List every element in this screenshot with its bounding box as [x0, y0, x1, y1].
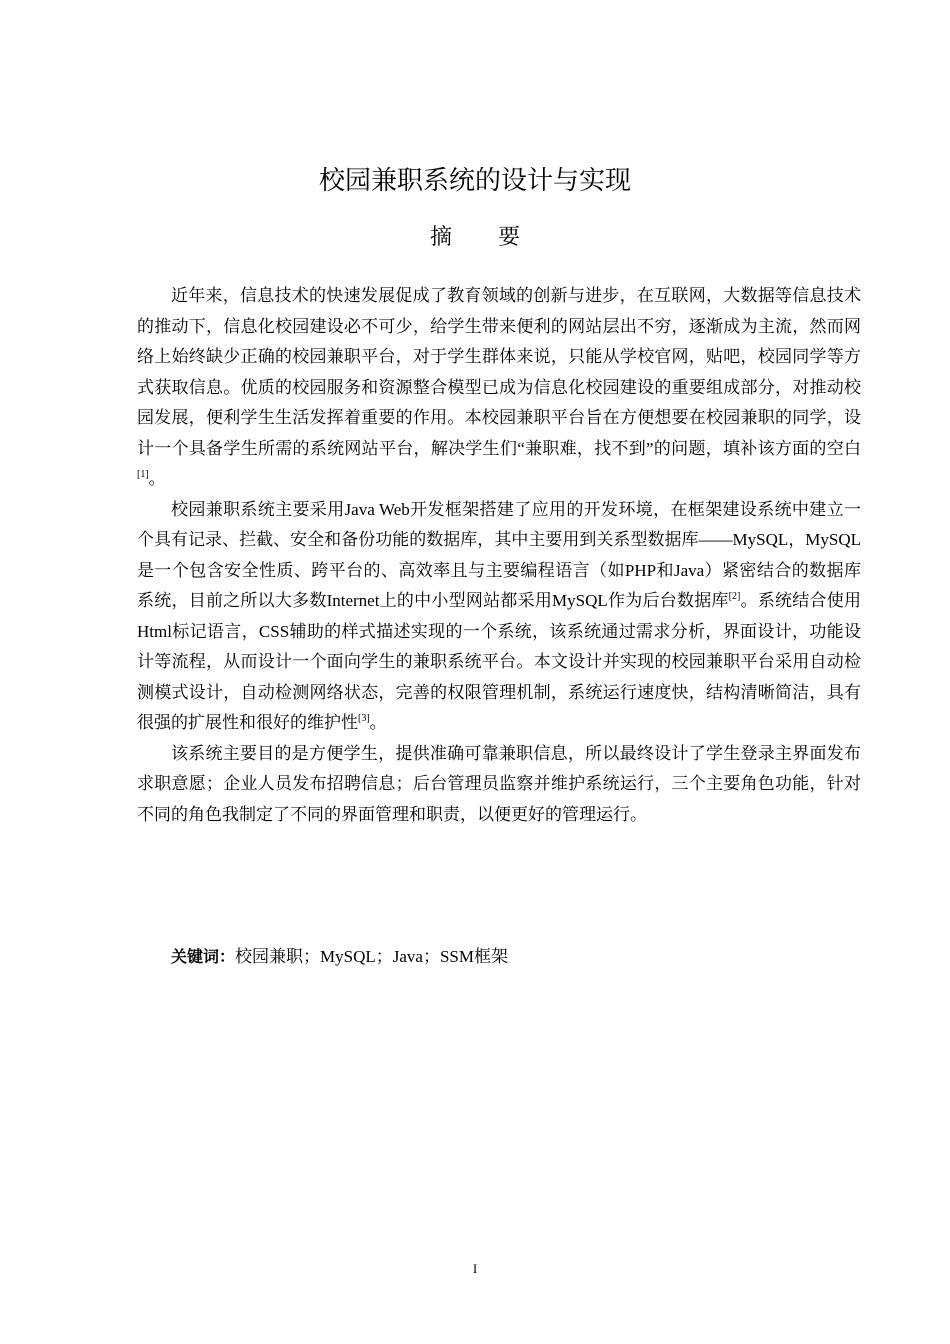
keywords-label: 关键词：: [171, 947, 236, 966]
citation-ref: [1]: [137, 469, 149, 480]
abstract-paragraph-3: [137, 739, 861, 831]
abstract-heading-char-1: 摘: [429, 225, 452, 250]
paragraph-text: 校园兼职系统主要采用Java Web开发框架搭建了应用的开发环境，在框架建设系统中建立一个具有记录、拦截、安全和备份功能的数据库，其中主要用到关系型数据库——MySQL，MySQL是一个包含安全性质、跨平台的、高效率且与主要编程语言（如PHP和Java）紧密结合的数据库系统，目前之所以大多数Internet上的中小型网站都采用MySQL作为后台数据库: [137, 499, 861, 610]
paragraph-text: 该系统主要目的是方便学生，提供准确可靠兼职信息，所以最终设计了学生登录主界面发布求职意愿；企业人员发布招聘信息；后台管理员监察并维护系统运行，三个主要角色功能，针对不同的角色我制定了不同的界面管理和职责，以便更好的管理运行。: [137, 743, 861, 824]
abstract-paragraph-1: [137, 281, 861, 495]
paragraph-text: 。系统结合使用Html标记语言，CSS辅助的样式描述实现的一个系统，该系统通过需求分析，界面设计，功能设计等流程，从而设计一个面向学生的兼职系统平台。本文设计并实现的校园兼职平台采用自动检测模式设计，自动检测网络状态，完善的权限管理机制，系统运行速度快，结构清晰简洁，具有很强的扩展性和很好的维护性: [137, 591, 861, 732]
abstract-heading-char-2: 要: [498, 225, 521, 250]
abstract-body: [137, 281, 861, 830]
document-title: 校园兼职系统的设计与实现: [318, 166, 631, 196]
abstract-paragraph-2: [137, 495, 861, 739]
citation-ref: [3]: [358, 713, 370, 724]
keywords-value: 校园兼职；MySQL；Java；SSM框架: [235, 947, 508, 966]
paragraph-tail: 。: [148, 469, 166, 488]
citation-ref: [2]: [728, 591, 741, 602]
paragraph-tail: 。: [369, 713, 387, 732]
abstract-heading: [0, 222, 950, 254]
keywords-line: [137, 942, 861, 972]
page-number: I: [472, 1261, 478, 1276]
paragraph-text: 近年来，信息技术的快速发展促成了教育领域的创新与进步，在互联网，大数据等信息技术的推动下，信息化校园建设必不可少，给学生带来便利的网站层出不穷，逐渐成为主流，然而网络上始终缺少正确的校园兼职平台，对于学生群体来说，只能从学校官网，贴吧，校园同学等方式获取信息。优质的校园服务和资源整合模型已成为信息化校园建设的重要组成部分，对推动校园发展，便利学生生活发挥着重要的作用。本校园兼职平台旨在方便想要在校园兼职的同学，设计一个具备学生所需的系统网站平台，解决学生们“兼职难，找不到”的问题，填补该方面的空白: [137, 286, 861, 458]
